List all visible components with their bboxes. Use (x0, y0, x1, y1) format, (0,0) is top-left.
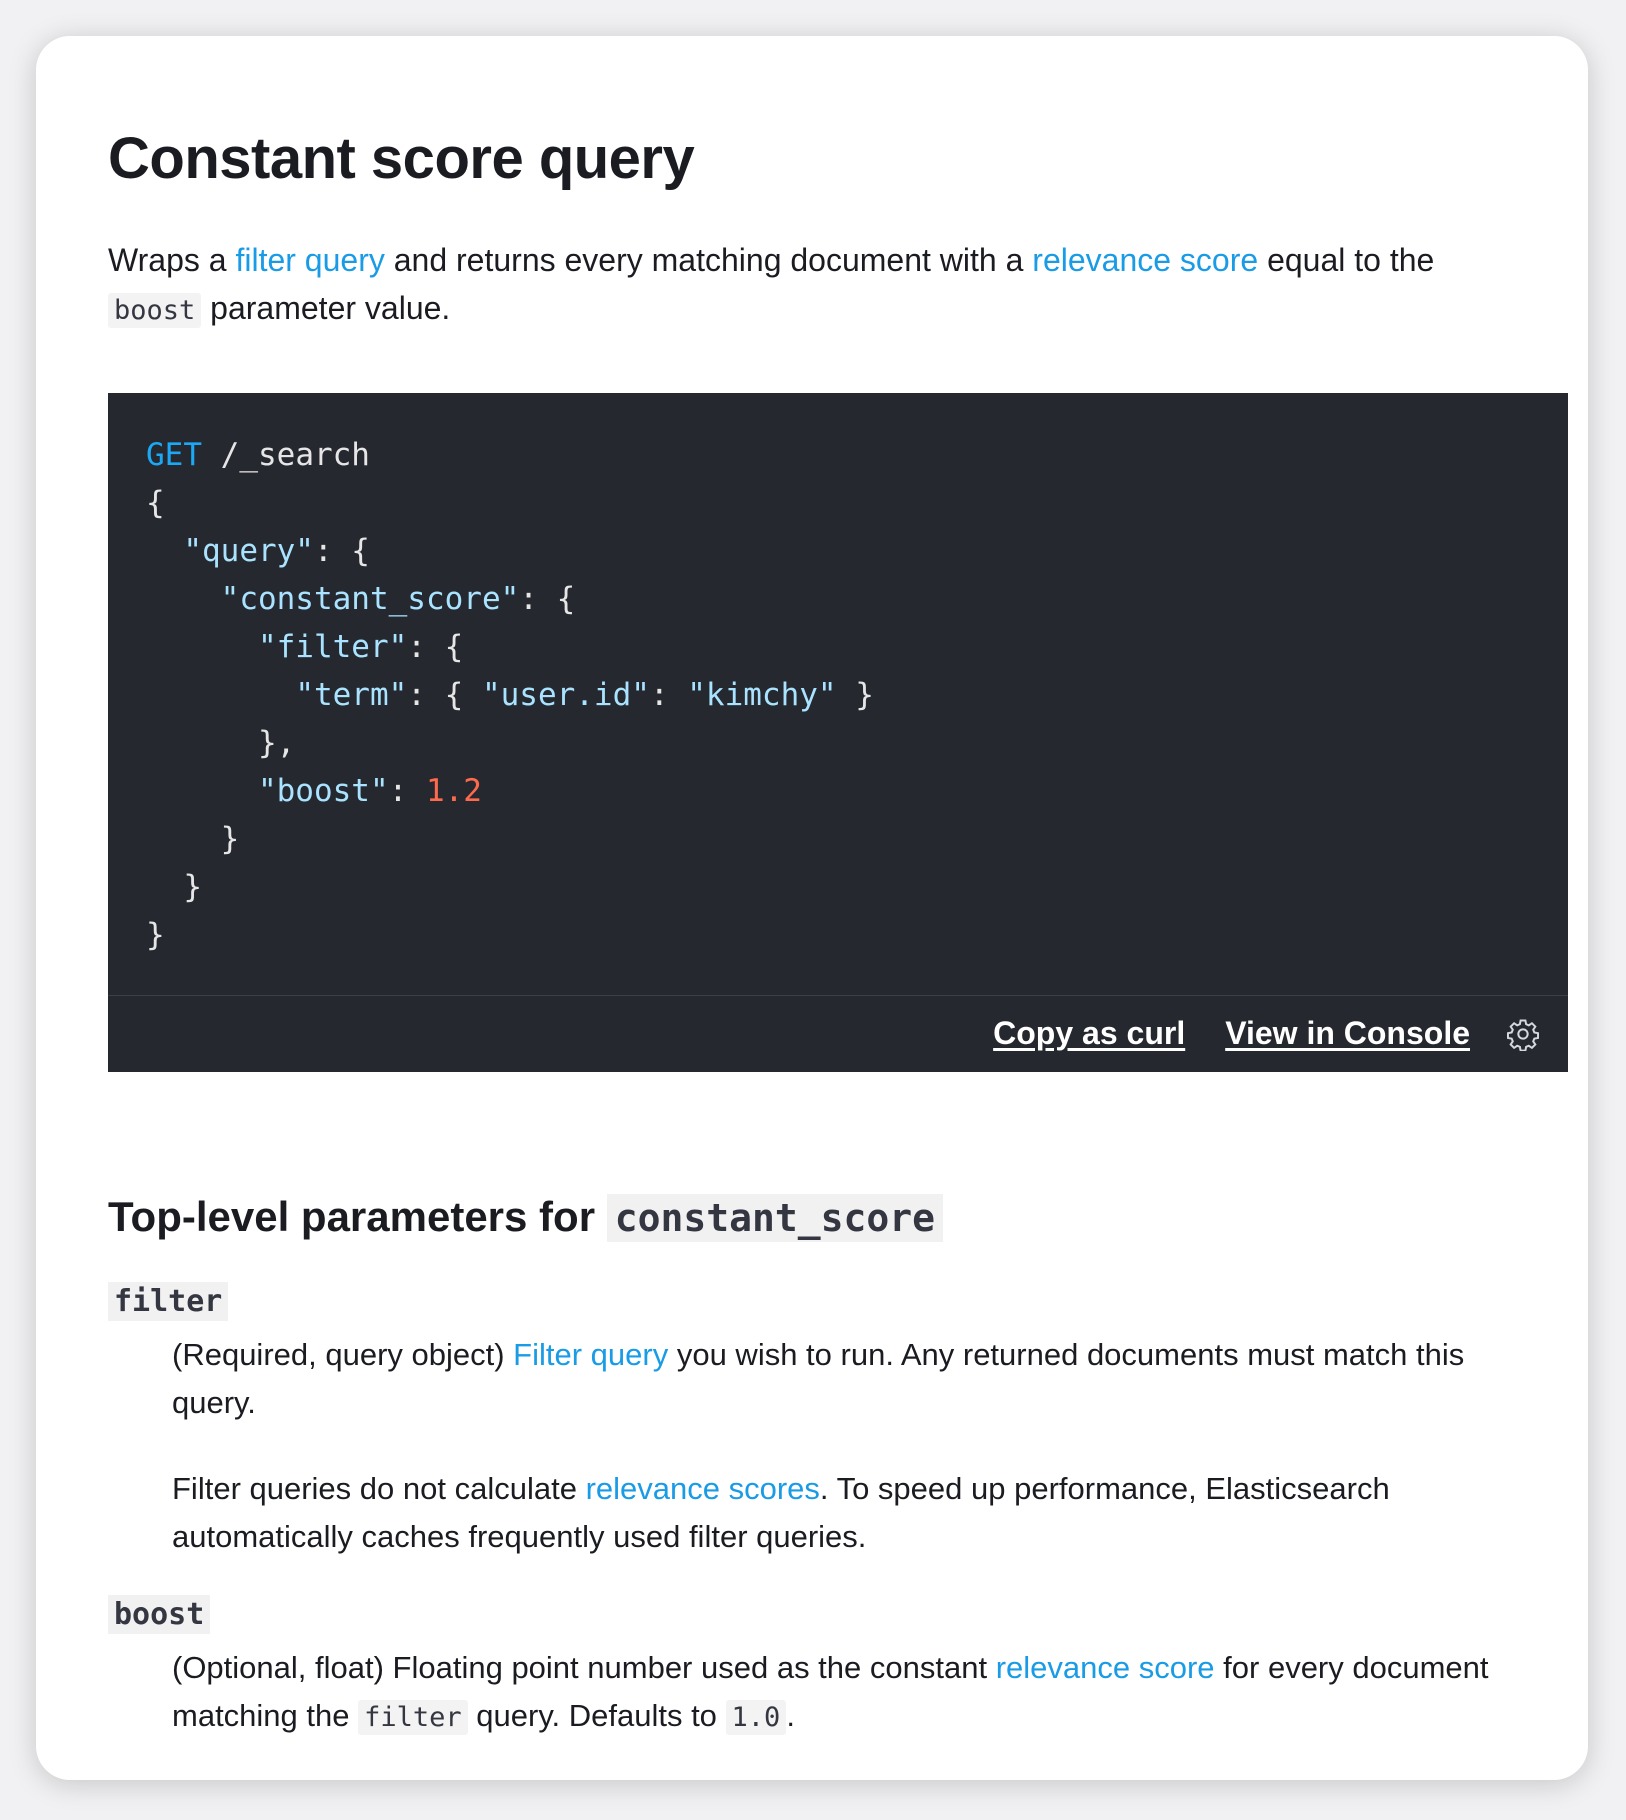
param-text: you wish to run. Any returned documents must match this query. (172, 1336, 1465, 1420)
param-description (172, 1644, 1552, 1742)
param-text: Filter queries do not calculate (172, 1470, 586, 1506)
param-text: . To speed up performance, Elasticsearch automatically caches frequently used filter queries. (172, 1470, 1390, 1554)
intro-text: parameter value. (201, 289, 451, 326)
copy-as-curl-button[interactable]: Copy as curl (993, 1015, 1186, 1052)
default-value-code: 1.0 (726, 1700, 787, 1735)
code-footer (108, 996, 1568, 1072)
param-name: filter (108, 1282, 228, 1321)
param-text: for every document matching the (172, 1649, 1489, 1733)
boost-inline-code: boost (108, 293, 201, 328)
relevance-score-link[interactable]: relevance score (995, 1649, 1215, 1685)
filter-query-link[interactable]: filter query (235, 241, 385, 278)
doc-card (36, 36, 1588, 1780)
param-description (172, 1331, 1552, 1561)
section-heading (108, 1192, 1566, 1242)
intro-text: Wraps a (108, 241, 236, 278)
filter-inline-code: filter (358, 1700, 468, 1735)
param-filter (108, 1282, 1566, 1561)
section-heading-text: Top-level parameters for (108, 1192, 607, 1240)
param-boost (108, 1595, 1566, 1742)
code-snippet[interactable]: GET /_search { "query": { "constant_score": { "filter": { "term": { "user.id": "kimchy" } }, "boost": 1.2 } } } (108, 393, 1568, 996)
parameter-list (108, 1282, 1566, 1742)
filter-query-link[interactable]: Filter query (513, 1336, 669, 1372)
intro-text: equal to the (1258, 241, 1435, 278)
param-text: . (786, 1697, 795, 1733)
gear-icon[interactable] (1506, 1017, 1540, 1051)
view-in-console-button[interactable]: View in Console (1225, 1015, 1470, 1052)
http-method: GET (146, 436, 202, 473)
param-text: query. Defaults to (467, 1697, 726, 1733)
intro-paragraph (108, 236, 1548, 335)
relevance-scores-link[interactable]: relevance scores (585, 1470, 820, 1506)
code-block (108, 393, 1568, 1072)
relevance-score-link[interactable]: relevance score (1032, 241, 1259, 278)
section-heading-code: constant_score (607, 1194, 943, 1242)
param-text: (Optional, float) Floating point number used as the constant (172, 1649, 996, 1685)
param-name: boost (108, 1595, 210, 1634)
page-title: Constant score query (108, 126, 695, 191)
intro-text: and returns every matching document with a (384, 241, 1033, 278)
request-path: /_search (202, 436, 370, 473)
param-text: (Required, query object) (172, 1336, 514, 1372)
